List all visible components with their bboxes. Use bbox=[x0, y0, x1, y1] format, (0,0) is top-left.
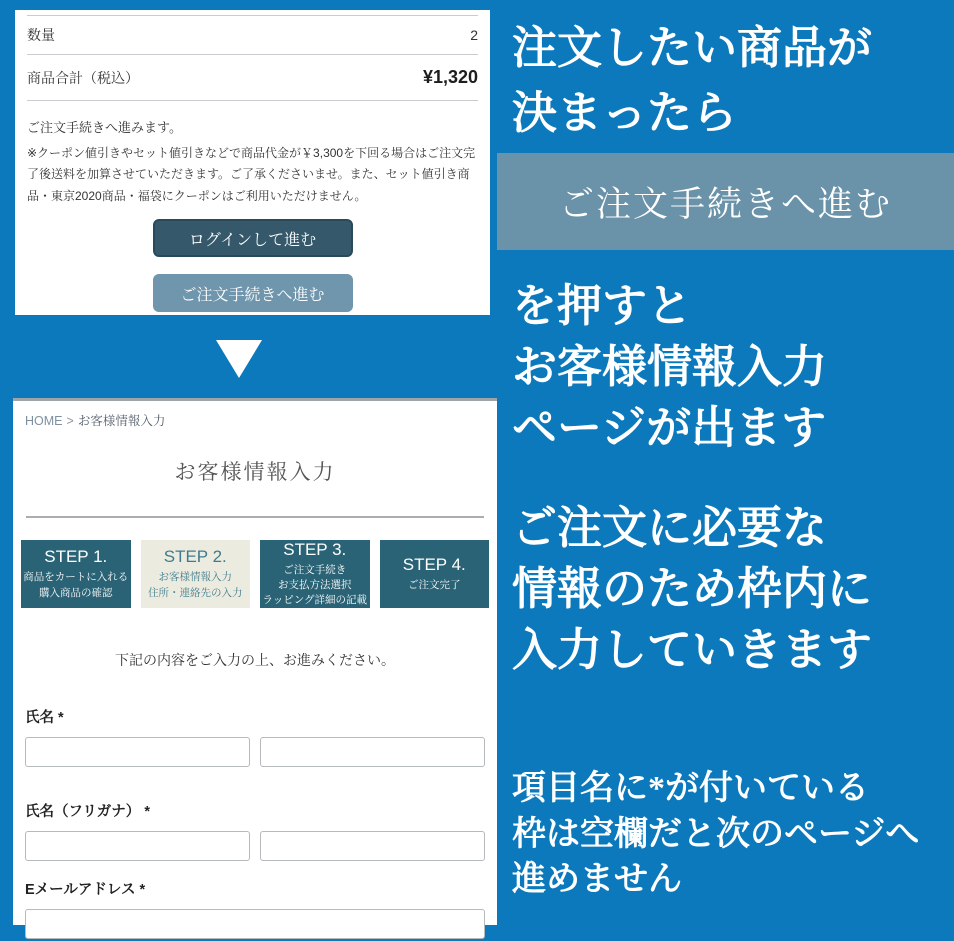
quantity-label: 数量 bbox=[27, 27, 55, 43]
form-instruction: 下記の内容をご入力の上、お進みください。 bbox=[115, 652, 395, 668]
email-field-group bbox=[25, 878, 485, 939]
down-arrow-icon bbox=[216, 340, 262, 378]
checkout-proceed-button[interactable]: ご注文手続きへ進む bbox=[153, 274, 353, 312]
breadcrumb-separator: > bbox=[66, 414, 74, 428]
step-box-3: STEP 3. ご注文手続き お支払方法選択 ラッピング詳細の記載 bbox=[260, 540, 370, 608]
breadcrumb bbox=[25, 411, 497, 429]
cart-summary-panel bbox=[15, 10, 490, 315]
quantity-value: 2 bbox=[470, 27, 478, 43]
first-name-kana-input[interactable] bbox=[260, 831, 485, 861]
annotation-press-result: を押すと お客様情報入力 ページが出ます bbox=[512, 281, 828, 454]
breadcrumb-home-link[interactable]: HOME bbox=[25, 414, 63, 428]
breadcrumb-current: お客様情報入力 bbox=[77, 414, 166, 428]
checkout-steps bbox=[21, 540, 489, 608]
checkout-button-callout: ご注文手続きへ進む bbox=[497, 153, 954, 250]
required-asterisk: * bbox=[144, 804, 150, 820]
name-field-group bbox=[25, 706, 485, 767]
first-name-input[interactable] bbox=[260, 737, 485, 767]
step-box-1: STEP 1. 商品をカートに入れる 購入商品の確認 bbox=[21, 540, 131, 608]
cart-summary-table bbox=[27, 15, 478, 101]
coupon-note: ※クーポン値引きやセット値引きなどで商品代金が￥3,300を下回る場合はご注文完了後送料を加算させていただきます。ご了承くださいませ。また、セット値引き商品・東京2020商品・福袋にクーポンはご利用いただけません。 bbox=[27, 146, 476, 203]
furigana-field-group bbox=[25, 800, 485, 861]
quantity-row bbox=[27, 16, 478, 55]
login-proceed-button[interactable]: ログインして進む bbox=[153, 219, 353, 257]
customer-info-panel bbox=[13, 398, 497, 925]
step-box-4: STEP 4. ご注文完了 bbox=[380, 540, 490, 608]
title-divider bbox=[26, 516, 484, 518]
annotation-decide-product: 注文したい商品が 決まったら bbox=[512, 23, 873, 138]
last-name-input[interactable] bbox=[25, 737, 250, 767]
last-name-kana-input[interactable] bbox=[25, 831, 250, 861]
subtotal-value: ¥1,320 bbox=[422, 67, 478, 87]
name-label: 氏名 * bbox=[25, 710, 64, 726]
subtotal-row bbox=[27, 55, 478, 101]
proceed-text: ご注文手続きへ進みます。 bbox=[27, 120, 182, 135]
email-input[interactable] bbox=[25, 909, 485, 939]
annotation-fill-info: ご注文に必要な 情報のため枠内に 入力していきます bbox=[512, 503, 873, 676]
subtotal-label: 商品合計（税込） bbox=[27, 69, 139, 86]
required-asterisk: * bbox=[58, 710, 64, 726]
required-asterisk: * bbox=[139, 882, 146, 898]
furigana-label: 氏名（フリガナ） * bbox=[25, 804, 150, 820]
step-box-2-active: STEP 2. お客様情報入力 住所・連絡先の入力 bbox=[141, 540, 251, 608]
page-title: お客様情報入力 bbox=[174, 461, 336, 484]
annotation-required-fields: 項目名に*が付いている 枠は空欄だと次のページへ 進めません bbox=[512, 770, 920, 899]
email-label: Eメールアドレス * bbox=[25, 882, 146, 898]
